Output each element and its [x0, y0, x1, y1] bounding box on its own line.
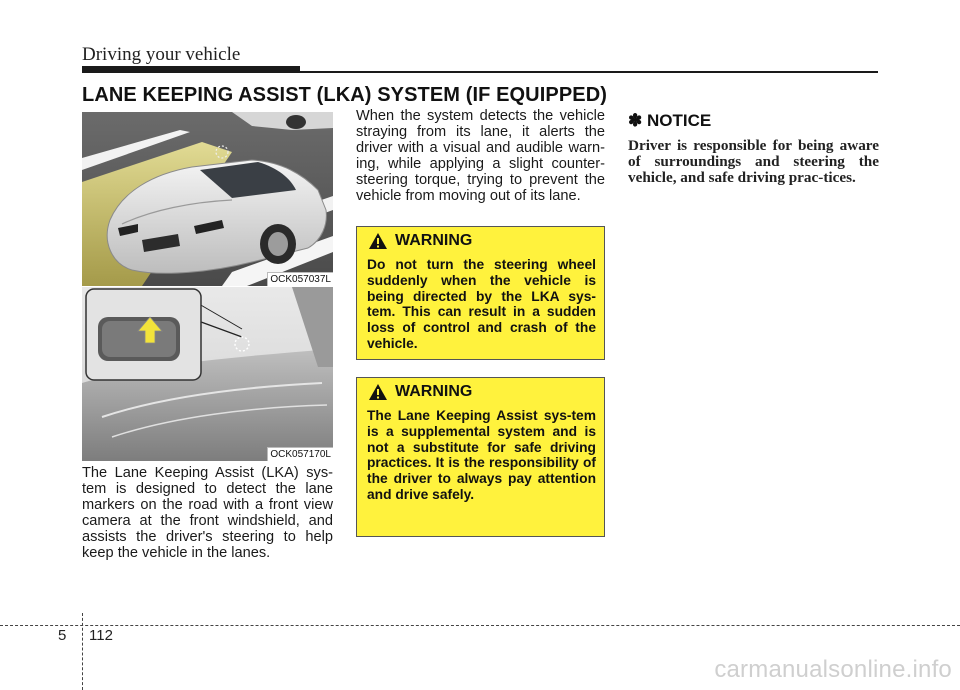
warning-triangle-icon: [369, 233, 387, 249]
section-title: LANE KEEPING ASSIST (LKA) SYSTEM (IF EQUIPPED): [82, 84, 608, 106]
warning-title: WARNING: [395, 232, 473, 249]
warning-title: WARNING: [395, 383, 473, 400]
figure-camera-location: [82, 287, 333, 461]
page-number: 112: [89, 627, 113, 644]
footer-divider: [82, 613, 83, 690]
chapter-number: 5: [58, 627, 67, 644]
header-bar: [82, 66, 300, 73]
notice-title: NOTICE: [646, 111, 712, 130]
lka-alert-description: When the system detects the vehicle straying from its lane, it alerts the driver with a visual and audible warn-ing, while applying a slight counter-steering torque, trying to prevent the vehicle from moving out of its lane.: [356, 108, 605, 204]
camera-illustration: [82, 287, 333, 461]
header-title: Driving your vehicle: [82, 44, 241, 65]
footer-rule: [0, 625, 960, 626]
notice-heading: [628, 111, 711, 131]
warning-header: [369, 231, 472, 251]
lka-description: The Lane Keeping Assist (LKA) sys-tem is designed to detect the lane markers on the road with a front view camera at the front windshield, and assists the driver's steering to help keep the vehicle in the lanes.: [82, 465, 333, 561]
watermark: carmanualsonline.info: [714, 656, 952, 683]
notice-asterisk-icon: ✽: [628, 111, 643, 130]
warning-body: The Lane Keeping Assist sys-tem is a supplemental system and is not a substitute for safe driving practices. It is the responsibility of the driver to always pay attention and drive safely.: [367, 408, 596, 502]
warning-body: Do not turn the steering wheel suddenly when the vehicle is being directed by the LKA sys-tem. This can result in a sudden loss of control and crash of the vehicle.: [367, 257, 596, 351]
header-rule: [300, 71, 878, 73]
figure-car-lane: [82, 112, 333, 286]
warning-header: [369, 382, 472, 402]
warning-box: [356, 377, 605, 537]
notice-body: Driver is responsible for being aware of surroundings and steering the vehicle, and safe driving prac-tices.: [628, 137, 879, 186]
warning-box: [356, 226, 605, 360]
car-lane-illustration: [82, 112, 333, 286]
figure-caption: OCK057037L: [267, 272, 333, 286]
figure-caption: OCK057170L: [267, 447, 333, 461]
warning-triangle-icon: [369, 384, 387, 400]
